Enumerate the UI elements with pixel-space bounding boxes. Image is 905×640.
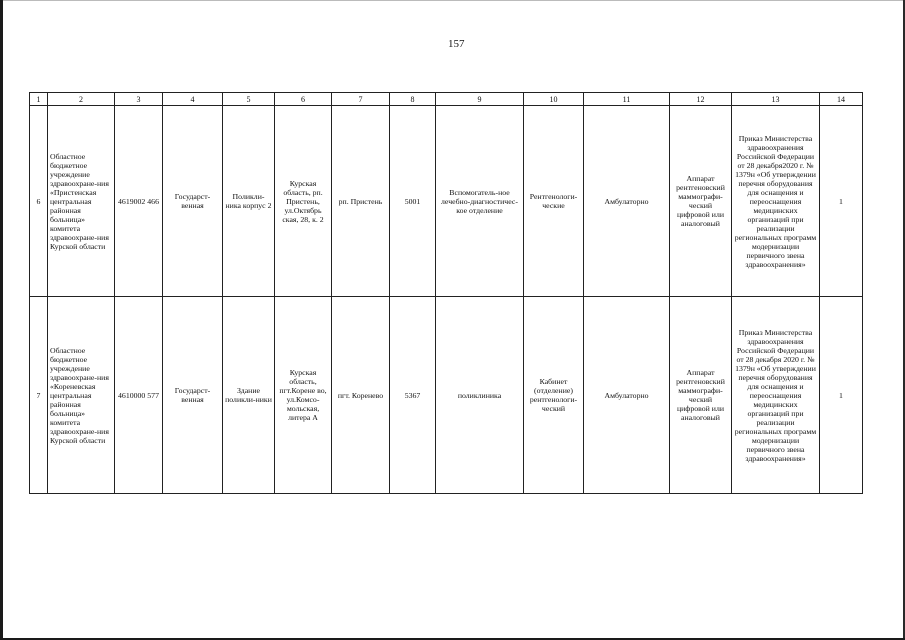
- cell-row-number: 6: [30, 106, 48, 297]
- column-header: 1: [30, 93, 48, 106]
- column-header: 2: [48, 93, 115, 106]
- column-header: 13: [732, 93, 820, 106]
- cell-regulation: Приказ Министерства здравоохранения Российской Федерации от 28 декабря2020 г. № 1379н «Об утверждении перечня оборудования для оснащения и переоснащения медицинских организаций при реализации региональных программ модернизации первичного звена здравоохранения»: [732, 106, 820, 297]
- cell-unit: Рентгенологи-ческие: [524, 106, 584, 297]
- scan-edge-left: [0, 0, 3, 640]
- cell-inn: 4610000 577: [115, 297, 163, 494]
- cell-care-type: Амбулаторно: [584, 297, 670, 494]
- cell-inn: 4619002 466: [115, 106, 163, 297]
- cell-quantity: 1: [820, 106, 863, 297]
- cell-building: Поликли-ника корпус 2: [223, 106, 275, 297]
- cell-code: 5367: [390, 297, 436, 494]
- cell-organization: Областное бюджетное учреждение здравоохране-ния «Кореневская центральная районная больница» комитета здравоохране-ния Курской области: [48, 297, 115, 494]
- cell-equipment: Аппарат рентгеновский маммографи-ческий цифровой или аналоговый: [670, 106, 732, 297]
- cell-organization: Областное бюджетное учреждение здравоохране-ния «Пристенская центральная районная больница» комитета здравоохране-ния Курской области: [48, 106, 115, 297]
- column-header: 10: [524, 93, 584, 106]
- column-header: 4: [163, 93, 223, 106]
- cell-ownership: Государст-венная: [163, 106, 223, 297]
- column-header: 12: [670, 93, 732, 106]
- cell-locality: пгт. Коренево: [332, 297, 390, 494]
- cell-department: Вспомогатель-ное лечебно-диагностичес-кое отделение: [436, 106, 524, 297]
- column-header: 7: [332, 93, 390, 106]
- cell-address: Курская область, рп. Пристень, ул.Октябрь ская, 28, к. 2: [275, 106, 332, 297]
- cell-care-type: Амбулаторно: [584, 106, 670, 297]
- cell-quantity: 1: [820, 297, 863, 494]
- page-number: 157: [448, 38, 465, 50]
- cell-address: Курская область, пгт.Корене во, ул.Комсо-мольская, литера А: [275, 297, 332, 494]
- equipment-table: [29, 92, 863, 494]
- table-row: [30, 106, 863, 297]
- cell-locality: рп. Пристень: [332, 106, 390, 297]
- column-header: 14: [820, 93, 863, 106]
- column-header: 8: [390, 93, 436, 106]
- column-header: 6: [275, 93, 332, 106]
- column-header: 11: [584, 93, 670, 106]
- page-top-rule: [0, 0, 905, 1]
- cell-department: поликлиника: [436, 297, 524, 494]
- cell-ownership: Государст-венная: [163, 297, 223, 494]
- column-header: 9: [436, 93, 524, 106]
- table-header-row: [30, 93, 863, 106]
- column-header: 3: [115, 93, 163, 106]
- cell-unit: Кабинет (отделение) рентгенологи-ческий: [524, 297, 584, 494]
- cell-row-number: 7: [30, 297, 48, 494]
- column-header: 5: [223, 93, 275, 106]
- cell-equipment: Аппарат рентгеновский маммографи-ческий цифровой или аналоговый: [670, 297, 732, 494]
- table-row: [30, 297, 863, 494]
- cell-regulation: Приказ Министерства здравоохранения Российской Федерации от 28 декабря 2020 г. № 1379н «Об утверждении перечня оборудования для оснащения и переоснащения медицинских организаций при реализации региональных программ модернизации первичного звена здравоохранения»: [732, 297, 820, 494]
- cell-code: 5001: [390, 106, 436, 297]
- cell-building: Здание поликли-ники: [223, 297, 275, 494]
